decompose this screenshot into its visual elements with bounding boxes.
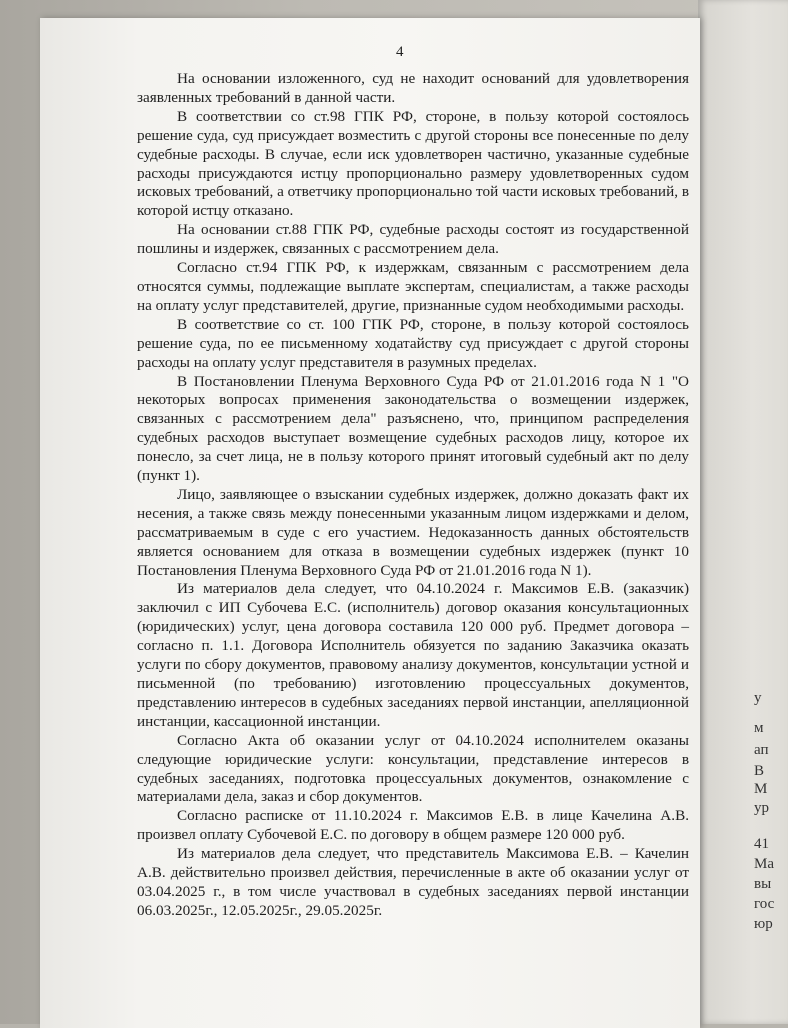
paragraph: В соответствие со ст. 100 ГПК РФ, стороне, в пользу которой состоялось решение суда, по ее письменному ходатайству суд присуждает с другой стороны расходы на оплату услуг представителя в разумных пределах. xyxy=(137,315,689,371)
adjacent-page-fragment: В xyxy=(754,763,765,779)
adjacent-page-fragment: 41 xyxy=(754,836,769,852)
paragraph: Согласно ст.94 ГПК РФ, к издержкам, связанным с рассмотрением дела относятся суммы, подлежащие выплате экспертам, специалистам, а также расходы на оплату услуг представителей, другие, признанные судом необходимыми расходы. xyxy=(137,259,689,314)
adjacent-page-fragment: М xyxy=(754,781,768,797)
adjacent-page xyxy=(698,0,788,1024)
adjacent-page-fragment: ур xyxy=(754,800,769,816)
document-body xyxy=(137,70,689,921)
paragraph: Из материалов дела следует, что представитель Максимова Е.В. – Качелин А.В. действительно произвел действия, перечисленные в акте об оказании услуг от 03.04.2025 г., в том числе участвовал в судебных заседаниях первой инстанции 06.03.2025г., 12.05.2025г., 29.05.2025г. xyxy=(137,845,689,919)
page-number: 4 xyxy=(396,44,404,60)
paragraph: В соответствии со ст.98 ГПК РФ, стороне, в пользу которой состоялось решение суда, суд присуждает возместить с другой стороны все понесенные по делу судебные расходы. В случае, если иск удовлетворен частично, указанные судебные расходы присуждаются истцу пропорционально размеру удовлетворенных судом исковых требований, а ответчику пропорционально той части исковых требований, в которой истцу отказано. xyxy=(137,107,689,220)
adjacent-page-fragment: вы xyxy=(754,876,772,892)
paragraph: Согласно расписке от 11.10.2024 г. Максимов Е.В. в лице Качелина А.В. произвел оплату Субочевой Е.С. по договору в общем размере 120 000 руб. xyxy=(137,807,689,844)
paragraph: В Постановлении Пленума Верховного Суда РФ от 21.01.2016 года N 1 "О некоторых вопросах применения законодательства о возмещении издержек, связанных с рассмотрением дела" разъяснено, что, принципом распределения судебных расходов выступает возмещение судебных расходов лицу, которое их понесло, за счет лица, не в пользу которого принят итоговый судебный акт по делу (пункт 1). xyxy=(137,372,689,485)
adjacent-page-fragment: у xyxy=(754,690,762,706)
paragraph: Согласно Акта об оказании услуг от 04.10.2024 исполнителем оказаны следующие юридические услуги: консультации, представление интересов в судебных заседаниях, подготовка процессуальных документов, ознакомление с материалами дела, заказ и сбор документов. xyxy=(137,731,689,806)
paragraph: Из материалов дела следует, что 04.10.2024 г. Максимов Е.В. (заказчик) заключил с ИП Субочева Е.С. (исполнитель) договор оказания консультационных (юридических) услуг, цена договора составила 120 000 руб. Предмет договора – согласно п. 1.1. Договора Исполнитель обязуется по заданию Заказчика оказать услуги по сбору документов, правовому анализу документов, консультации устной и письменной (по требованию) изготовлению процессуальных документов, представлению интересов в судебных заседаниях первой инстанции, апелляционной инстанции, кассационной инстанции. xyxy=(137,580,689,730)
paragraph: На основании изложенного, суд не находит оснований для удовлетворения заявленных требований в данной части. xyxy=(137,70,689,106)
adjacent-page-fragment: ап xyxy=(754,742,769,758)
paragraph: На основании ст.88 ГПК РФ, судебные расходы состоят из государственной пошлины и издержек, связанных с рассмотрением дела. xyxy=(137,221,689,258)
adjacent-page-fragment: гос xyxy=(754,896,775,912)
paragraph: Лицо, заявляющее о взыскании судебных издержек, должно доказать факт их несения, а также связь между понесенными указанным лицом издержками и делом, рассматриваемым в суде с его участием. Недоказанность данных обстоятельств является основанием для отказа в возмещении судебных издержек (пункт 10 Постановления Пленума Верховного Суда РФ от 21.01.2016 года N 1). xyxy=(137,485,689,579)
adjacent-page-fragment: юр xyxy=(754,916,773,932)
adjacent-page-fragment: м xyxy=(754,720,764,736)
adjacent-page-fragment: Ма xyxy=(754,856,774,872)
